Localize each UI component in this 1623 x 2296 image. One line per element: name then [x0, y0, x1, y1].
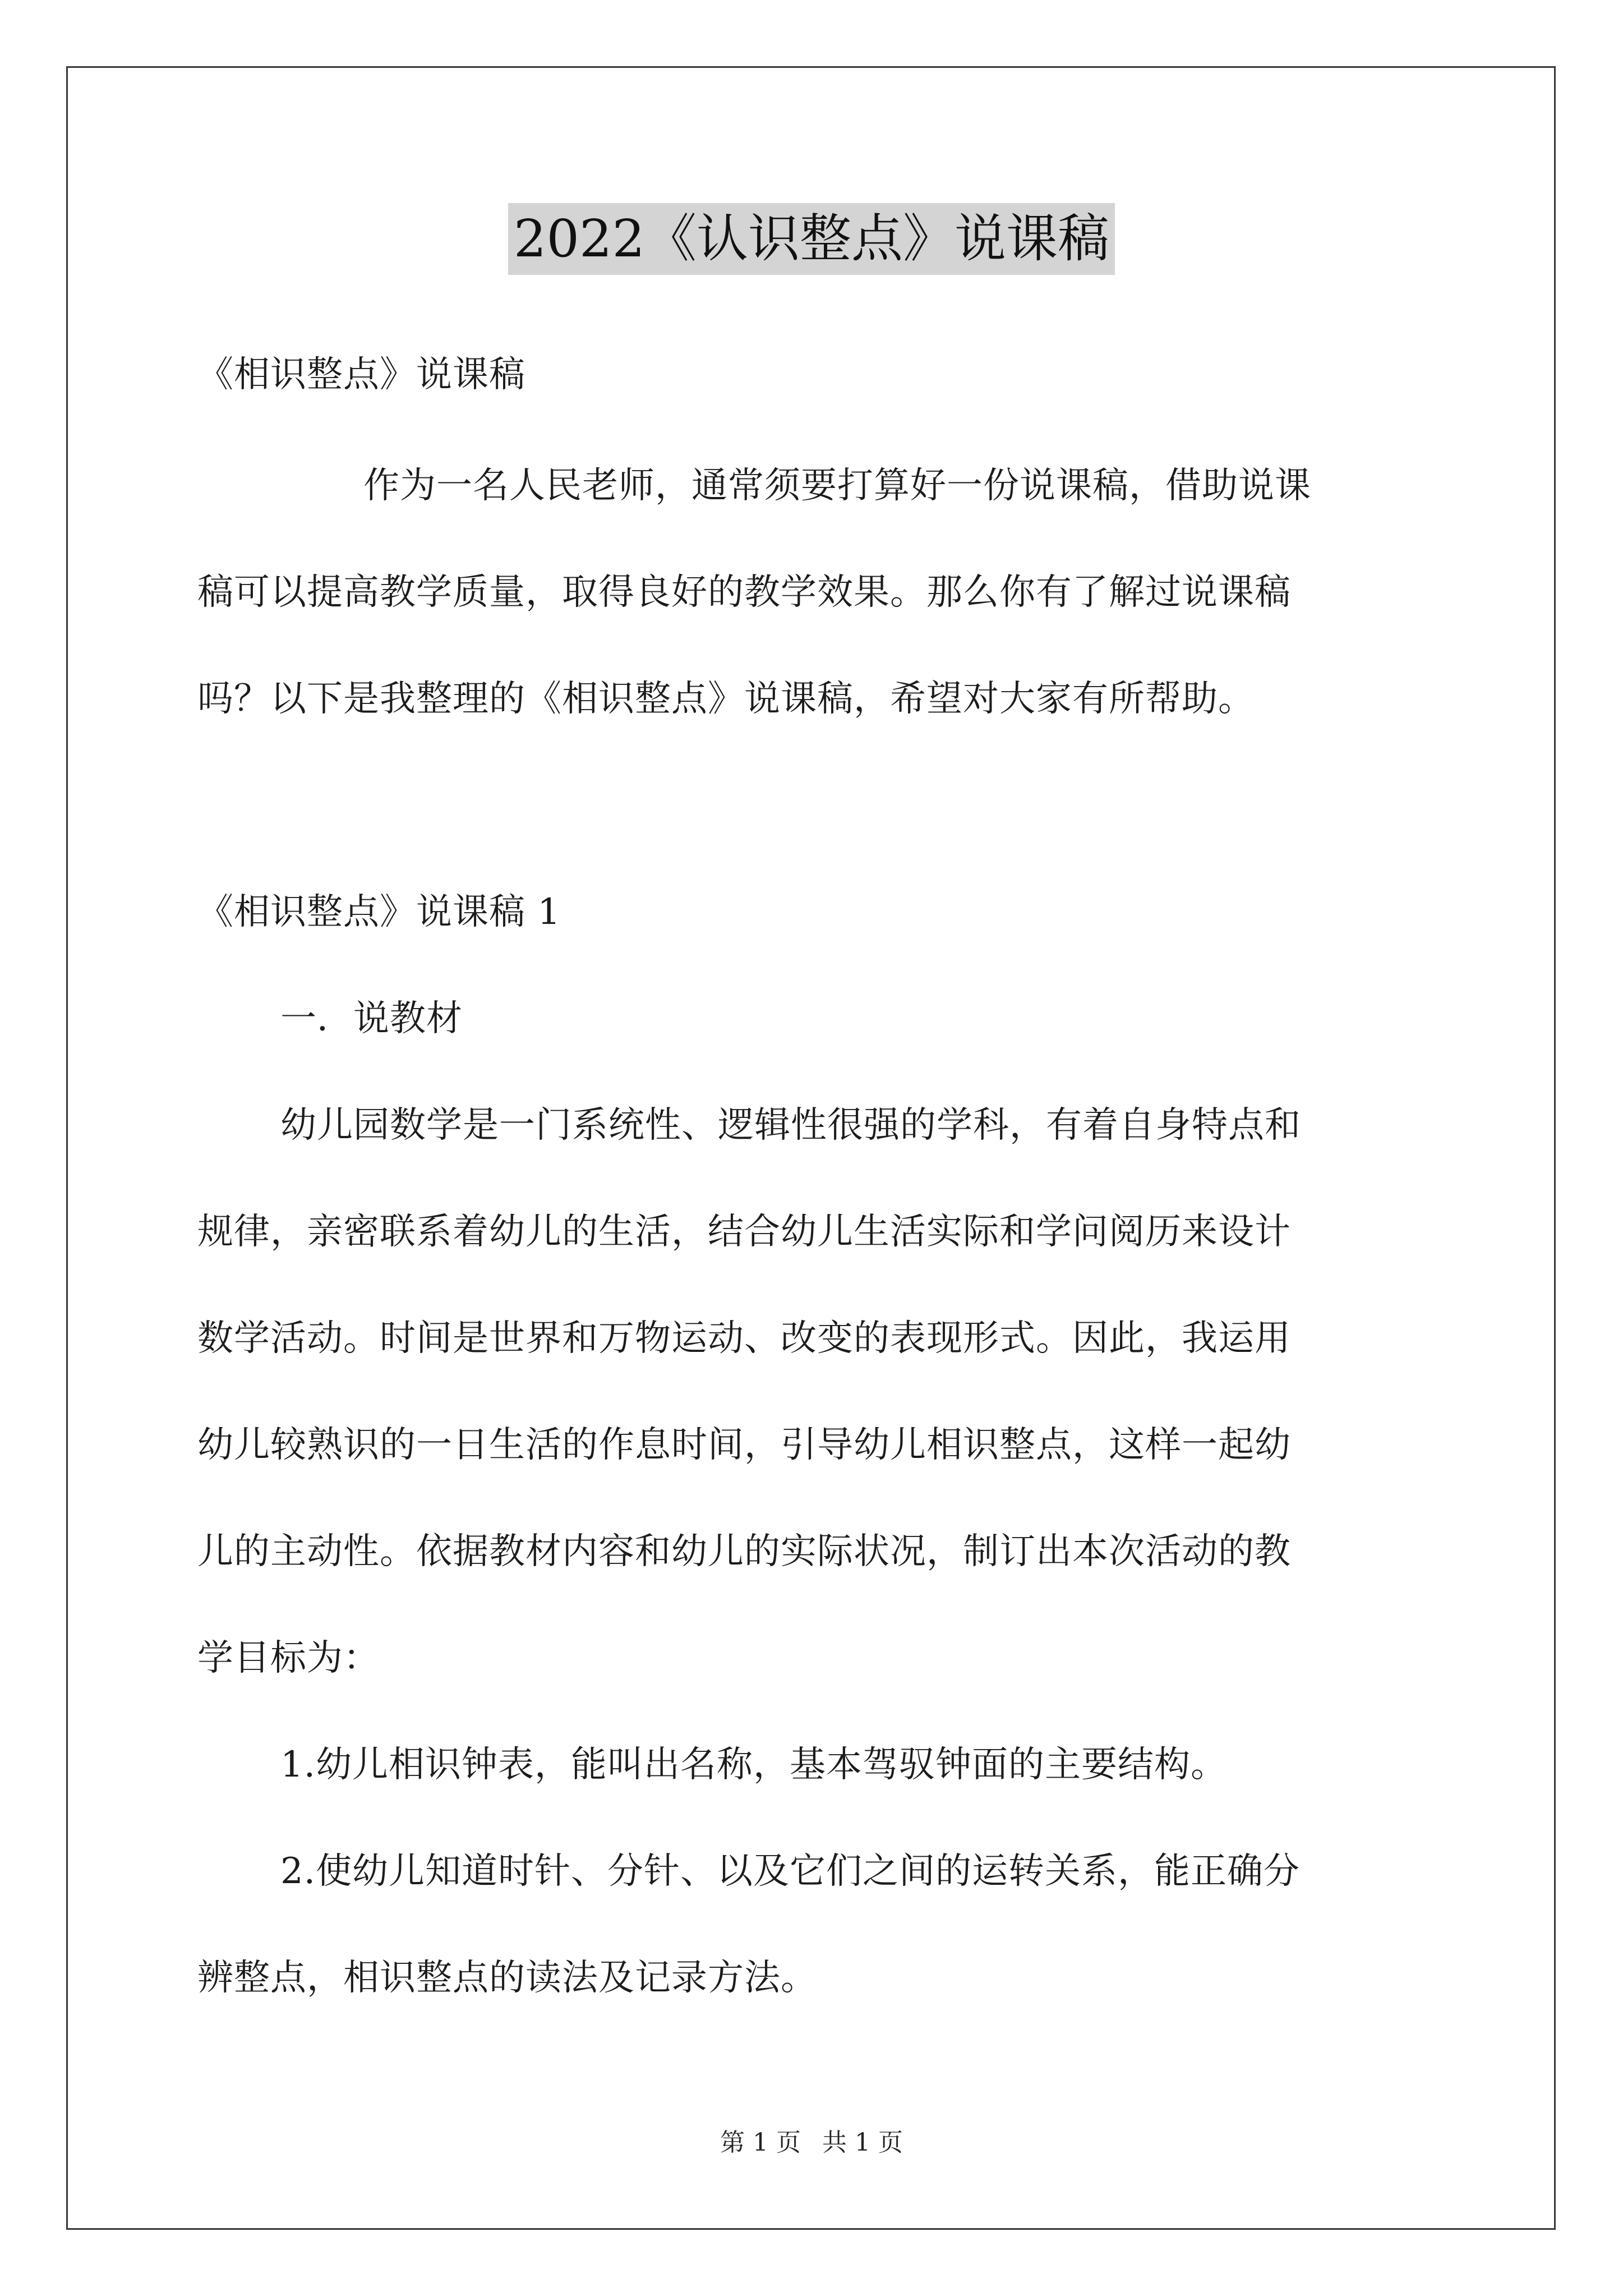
goal-2-line-2: 辨整点，相识整点的读法及记录方法。: [197, 1957, 817, 1999]
page-number: 第 1 页: [720, 2128, 801, 2157]
section-heading: 《相识整点》说课稿 1: [197, 891, 561, 933]
page-total: 共 1 页: [822, 2128, 903, 2157]
paragraph-line-2: 规律，亲密联系着幼儿的生活，结合幼儿生活实际和学问阅历来设计: [197, 1211, 1291, 1253]
intro-line-2: 稿可以提高教学质量，取得良好的教学效果。那么你有了解过说课稿: [197, 572, 1291, 613]
paragraph-line-6: 学目标为：: [197, 1637, 380, 1679]
goal-2-line-1: 2.使幼儿知道时针、分针、以及它们之间的运转关系，能正确分: [280, 1851, 1301, 1892]
paragraph-line-1: 幼儿园数学是一门系统性、逻辑性很强的学科，有着自身特点和: [280, 1105, 1301, 1146]
document-title: 2022《认识整点》说课稿: [508, 203, 1115, 275]
document-subtitle: 《相识整点》说课稿: [197, 354, 525, 395]
page-footer: [0, 2126, 1623, 2160]
intro-line-3: 吗？以下是我整理的《相识整点》说课稿，希望对大家有所帮助。: [197, 678, 1255, 720]
goal-1: 1.幼儿相识钟表，能叫出名称，基本驾驭钟面的主要结构。: [280, 1744, 1228, 1786]
paragraph-line-3: 数学活动。时间是世界和万物运动、改变的表现形式。因此，我运用: [197, 1318, 1291, 1359]
paragraph-line-4: 幼儿较熟识的一日生活的作息时间，引导幼儿相识整点，这样一起幼: [197, 1424, 1291, 1466]
part-heading: 一．说教材: [280, 998, 463, 1039]
paragraph-line-5: 儿的主动性。依据教材内容和幼儿的实际状况，制订出本次活动的教: [197, 1531, 1291, 1572]
title-container: [0, 203, 1623, 275]
intro-line-1: 作为一名人民老师，通常须要打算好一份说课稿，借助说课: [363, 465, 1311, 507]
